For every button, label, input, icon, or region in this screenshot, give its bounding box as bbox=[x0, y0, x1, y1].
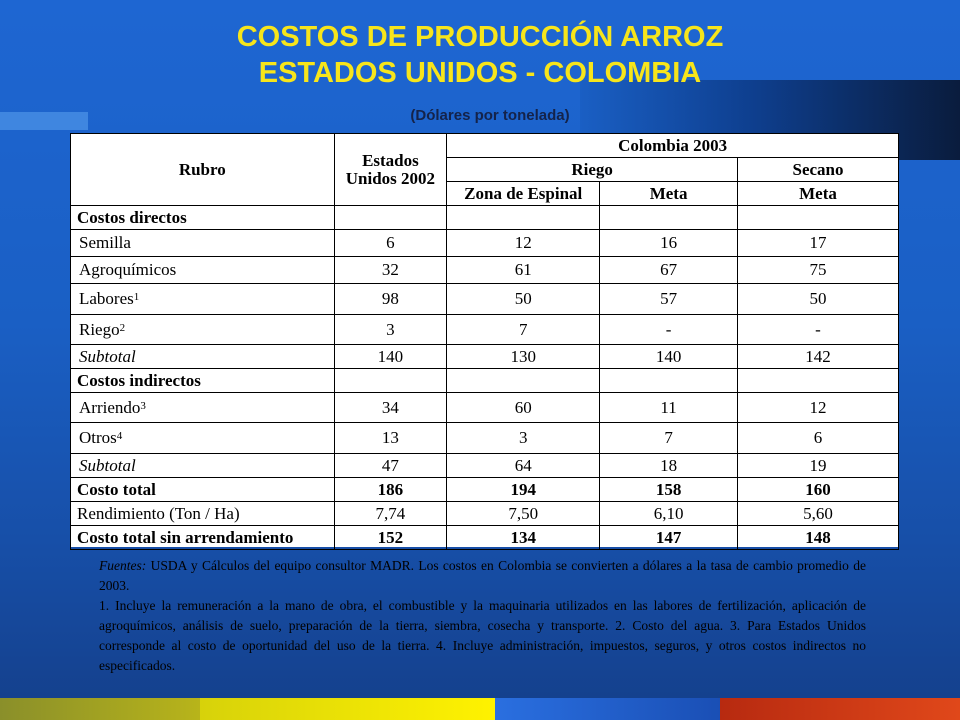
cell-espinal: 7,50 bbox=[447, 502, 600, 526]
cell-meta-riego: - bbox=[600, 315, 738, 345]
cell-meta-secano: 6 bbox=[738, 423, 899, 454]
cell-meta-riego: 16 bbox=[600, 230, 738, 257]
header-zona-espinal: Zona de Espinal bbox=[447, 182, 600, 206]
table-row bbox=[71, 230, 899, 257]
header-colombia-2003: Colombia 2003 bbox=[447, 134, 899, 158]
footnote-marker: 1 bbox=[133, 291, 140, 303]
table-row bbox=[71, 502, 899, 526]
cell-meta-riego: 158 bbox=[600, 478, 738, 502]
row-label: Labores$^1$ bbox=[71, 284, 335, 315]
sources-note bbox=[99, 556, 866, 596]
bottom-bar-olive bbox=[0, 698, 200, 720]
sources-label: Fuentes: bbox=[99, 558, 147, 573]
row-label: Costo total bbox=[71, 478, 335, 502]
cost-table bbox=[70, 133, 899, 550]
cell-meta-secano: - bbox=[738, 315, 899, 345]
cell-espinal bbox=[447, 206, 600, 230]
table-row bbox=[71, 257, 899, 284]
table-row bbox=[71, 526, 899, 550]
cost-table-container bbox=[70, 133, 899, 547]
row-label: Costo total sin arrendamiento bbox=[71, 526, 335, 550]
row-label: Arriendo$^3$ bbox=[71, 393, 335, 423]
cell-meta-secano: 50 bbox=[738, 284, 899, 315]
row-label: Subtotal bbox=[71, 454, 335, 478]
cell-usa: 13 bbox=[334, 423, 447, 454]
footnote-marker: 2 bbox=[119, 321, 126, 334]
cell-meta-secano: 5,60 bbox=[738, 502, 899, 526]
cell-meta-riego: 11 bbox=[600, 393, 738, 423]
header-secano: Secano bbox=[738, 158, 899, 182]
cell-meta-riego: 6,10 bbox=[600, 502, 738, 526]
header-meta-secano: Meta bbox=[738, 182, 899, 206]
table-row bbox=[71, 206, 899, 230]
cell-meta-riego: 18 bbox=[600, 454, 738, 478]
cell-meta-secano: 19 bbox=[738, 454, 899, 478]
decorative-bottom-bar bbox=[0, 698, 960, 720]
cell-meta-secano bbox=[738, 206, 899, 230]
row-label: Otros$^4$ bbox=[71, 423, 335, 454]
cell-usa: 47 bbox=[334, 454, 447, 478]
cell-espinal: 64 bbox=[447, 454, 600, 478]
cell-usa: 3 bbox=[334, 315, 447, 345]
cell-meta-riego: 67 bbox=[600, 257, 738, 284]
cell-meta-secano bbox=[738, 369, 899, 393]
cell-espinal: 194 bbox=[447, 478, 600, 502]
bottom-bar-yellow bbox=[200, 698, 495, 720]
cell-usa: 7,74 bbox=[334, 502, 447, 526]
table-row bbox=[71, 454, 899, 478]
cell-usa: 140 bbox=[334, 345, 447, 369]
cell-meta-riego bbox=[600, 206, 738, 230]
sources-text: USDA y Cálculos del equipo consultor MADR. Los costos en Colombia se convierten a dólares a la tasa de cambio promedio de 2003. bbox=[99, 558, 866, 593]
cell-usa: 6 bbox=[334, 230, 447, 257]
page-subtitle: (Dólares por tonelada) bbox=[410, 107, 570, 124]
cell-usa bbox=[334, 206, 447, 230]
footnote-marker: 4 bbox=[116, 430, 123, 442]
cell-usa: 32 bbox=[334, 257, 447, 284]
header-usa-line1: Estados bbox=[362, 150, 419, 170]
bottom-bar-red bbox=[720, 698, 960, 720]
table-row bbox=[71, 393, 899, 423]
bottom-bar-blue bbox=[495, 698, 720, 720]
footnotes-text: 1. Incluye la remuneración a la mano de obra, el combustible y la maquinaria utilizados en las labores de fertilización, aplicación de agroquímicos, análisis de suelo, preparación de la tierra, siembra, cosecha y transporte. 2. Costo del agua. 3. Para Estados Unidos corresponde al costo de oportunidad del uso de la tierra. 4. Incluye administración, impuestos, seguros, y otros costos indirectos no especificados. bbox=[99, 598, 866, 673]
cell-espinal: 60 bbox=[447, 393, 600, 423]
cell-meta-riego: 7 bbox=[600, 423, 738, 454]
footnote-marker: 3 bbox=[140, 399, 146, 412]
header-usa-2002 bbox=[334, 134, 447, 206]
row-label: Costos indirectos bbox=[71, 369, 335, 393]
cell-usa: 186 bbox=[334, 478, 447, 502]
table-row bbox=[71, 478, 899, 502]
cell-meta-riego: 147 bbox=[600, 526, 738, 550]
cell-meta-riego bbox=[600, 369, 738, 393]
cell-espinal: 3 bbox=[447, 423, 600, 454]
row-label: Costos directos bbox=[71, 206, 335, 230]
cell-espinal bbox=[447, 369, 600, 393]
cell-usa: 152 bbox=[334, 526, 447, 550]
cell-meta-secano: 142 bbox=[738, 345, 899, 369]
table-row bbox=[71, 369, 899, 393]
header-usa-line2: Unidos 2002 bbox=[345, 168, 436, 188]
row-label: Riego$^2$ bbox=[71, 315, 335, 345]
page-title-line2: ESTADOS UNIDOS - COLOMBIA bbox=[258, 57, 702, 89]
page-title-line1: COSTOS DE PRODUCCIÓN ARROZ bbox=[236, 21, 724, 53]
cell-espinal: 134 bbox=[447, 526, 600, 550]
table-row bbox=[71, 345, 899, 369]
cell-meta-secano: 75 bbox=[738, 257, 899, 284]
cell-meta-secano: 148 bbox=[738, 526, 899, 550]
cell-meta-riego: 140 bbox=[600, 345, 738, 369]
header-rubro: Rubro bbox=[71, 134, 335, 206]
cell-espinal: 130 bbox=[447, 345, 600, 369]
row-label: Rendimiento (Ton / Ha) bbox=[71, 502, 335, 526]
cell-usa: 98 bbox=[334, 284, 447, 315]
table-row bbox=[71, 284, 899, 315]
cell-meta-secano: 160 bbox=[738, 478, 899, 502]
header-meta-riego: Meta bbox=[600, 182, 738, 206]
cell-espinal: 50 bbox=[447, 284, 600, 315]
cell-espinal: 12 bbox=[447, 230, 600, 257]
notes-block bbox=[99, 556, 866, 676]
cell-meta-riego: 57 bbox=[600, 284, 738, 315]
cell-meta-secano: 17 bbox=[738, 230, 899, 257]
cell-usa bbox=[334, 369, 447, 393]
row-label: Subtotal bbox=[71, 345, 335, 369]
cell-meta-secano: 12 bbox=[738, 393, 899, 423]
row-label: Agroquímicos bbox=[71, 257, 335, 284]
table-row bbox=[71, 315, 899, 345]
table-row bbox=[71, 423, 899, 454]
cell-espinal: 61 bbox=[447, 257, 600, 284]
row-label: Semilla bbox=[71, 230, 335, 257]
cell-usa: 34 bbox=[334, 393, 447, 423]
header-riego: Riego bbox=[447, 158, 738, 182]
cell-espinal: 7 bbox=[447, 315, 600, 345]
